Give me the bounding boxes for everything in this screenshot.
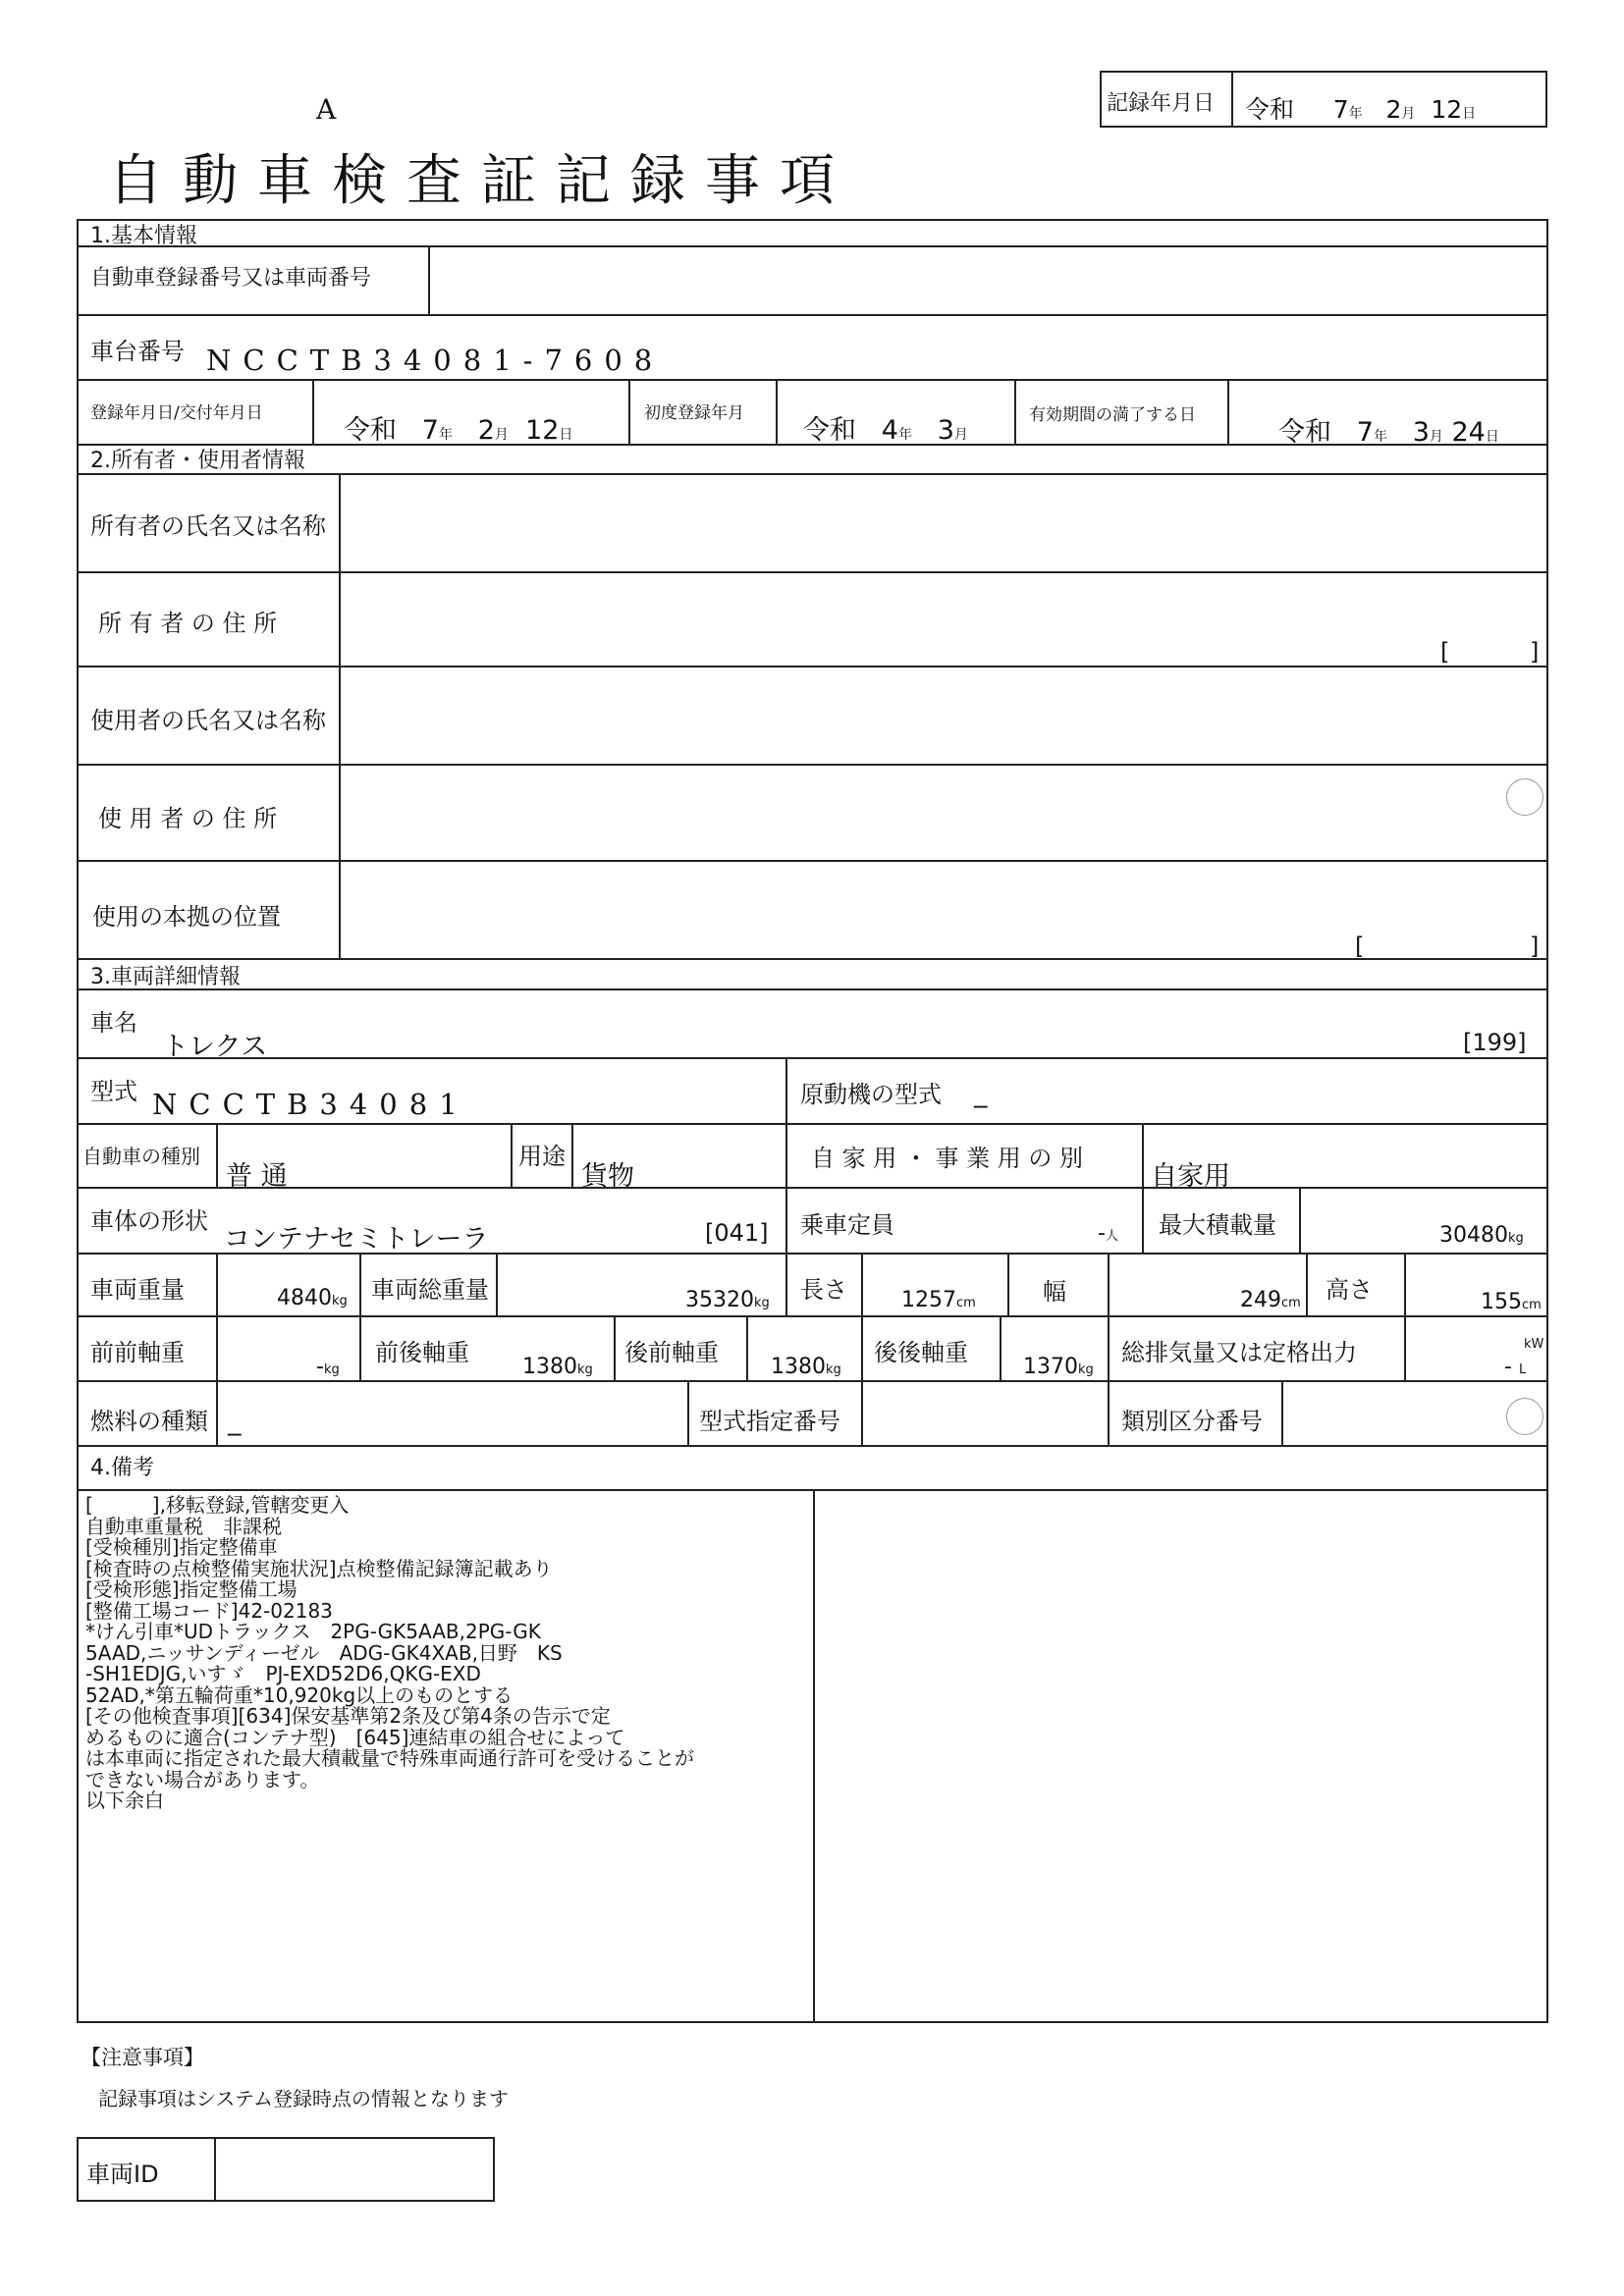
first-reg-value: 令和 4年 3月 <box>803 415 968 446</box>
length-label: 長さ <box>800 1276 847 1304</box>
weight-value: 4840kg <box>277 1286 348 1310</box>
fr-axle-label: 前後軸重 <box>375 1339 469 1366</box>
kind-label: 自動車の種別 <box>82 1145 200 1168</box>
height-label: 高さ <box>1326 1276 1373 1304</box>
expiry-value: 令和 7年 3月 24日 <box>1278 417 1499 448</box>
document-title: 自動車検査証記録事項 <box>108 149 854 213</box>
reg-number-label: 自動車登録番号又は車両番号 <box>90 266 372 291</box>
section-remarks-heading: 4.備考 <box>90 1456 154 1480</box>
expiry-label: 有効期間の満了する日 <box>1029 405 1196 425</box>
notice-title: 【注意事項】 <box>81 2046 204 2069</box>
fuel-label: 燃料の種類 <box>90 1408 208 1435</box>
model-value: NCCTB34081 <box>152 1088 469 1121</box>
chassis-number: NCCTB34081-7608 <box>206 344 665 377</box>
remarks-text: [ ],移転登録,管轄変更入 自動車重量税 非課税 [受検種別]指定整備車 [検査時の点検整備実施状況]点検整備記録簿記載あり [受検形態]指定整備工場 [整備工場コード]42-02183 *けん引車*UDトラックス 2PG-GK5AAB,2PG-GK 5AAD,ニッサンディーゼル ADG-GK4XAB,日野 KS -SH1EDJG,いすゞ PJ-EXD52D6,QKG-EXD 52AD,*第五輪荷重*10,920kg以上のものとする [その他検査事項][634]保安基準第2条及び第4条の告示で定 めるものに適合(コンテナ型) [645]連結車の組合せによって は本車両に指定された最大積載量で特殊車両通行許可を受けることが できない場合があります。 以下余白 <box>85 1493 694 1812</box>
owner-address-label: 所 有 者 の 住 所 <box>98 610 278 637</box>
height-value: 155cm <box>1481 1290 1542 1314</box>
fr-axle-value: 1380kg <box>522 1355 593 1379</box>
base-location-label: 使用の本拠の位置 <box>92 903 281 931</box>
rr-axle-value: 1370kg <box>1023 1355 1094 1379</box>
rr-axle-label: 後後軸重 <box>874 1339 968 1366</box>
record-date-value: 令和 7年 2月 12日 <box>1245 95 1477 124</box>
ff-axle-label: 前前軸重 <box>90 1339 185 1366</box>
base-location-bracket-close: ] <box>1530 933 1540 960</box>
vehicle-id-label: 車両ID <box>86 2161 159 2188</box>
ff-axle-value: -kg <box>316 1355 340 1379</box>
base-location-bracket-open: [ <box>1355 933 1365 960</box>
fuel-value: _ <box>228 1406 242 1436</box>
displacement-value: - L <box>1504 1355 1527 1379</box>
width-label: 幅 <box>1043 1278 1066 1306</box>
model-label: 型式 <box>90 1078 137 1105</box>
use-value: 貨物 <box>581 1161 634 1192</box>
weight-label: 車両重量 <box>90 1276 185 1304</box>
punch-hole-mark-2 <box>1506 1398 1543 1435</box>
user-name-label: 使用者の氏名又は名称 <box>90 707 326 734</box>
section-vehicle-heading: 3.車両詳細情報 <box>90 965 241 989</box>
width-value: 249cm <box>1240 1288 1301 1312</box>
engine-model-label: 原動機の型式 <box>800 1081 942 1108</box>
kind-value: 普 通 <box>226 1161 288 1192</box>
punch-hole-mark <box>1506 778 1543 816</box>
user-address-label: 使 用 者 の 住 所 <box>98 805 278 832</box>
type-designation-label: 型式指定番号 <box>699 1408 840 1435</box>
length-value: 1257cm <box>901 1288 976 1312</box>
owner-name-label: 所有者の氏名又は名称 <box>90 512 326 540</box>
engine-model-value: _ <box>974 1078 988 1108</box>
vehicle-name: トレクス <box>162 1032 268 1062</box>
form-mark: A <box>316 93 337 126</box>
private-business-value: 自家用 <box>1151 1161 1230 1192</box>
owner-address-bracket-open: [ <box>1440 638 1450 666</box>
displacement-label: 総排気量又は定格出力 <box>1121 1339 1357 1366</box>
section-owner-heading: 2.所有者・使用者情報 <box>90 449 305 473</box>
max-load-value: 30480kg <box>1439 1223 1524 1248</box>
category-label: 類別区分番号 <box>1121 1408 1263 1435</box>
body-shape-value: コンテナセミトレーラ <box>224 1224 489 1255</box>
section-basic-heading: 1.基本情報 <box>90 224 197 248</box>
rf-axle-label: 後前軸重 <box>624 1339 719 1366</box>
body-shape-label: 車体の形状 <box>90 1207 208 1235</box>
max-load-label: 最大積載量 <box>1159 1211 1276 1239</box>
rf-axle-value: 1380kg <box>771 1355 841 1379</box>
capacity-label: 乗車定員 <box>800 1211 894 1239</box>
reg-date-value: 令和 7年 2月 12日 <box>344 415 573 446</box>
capacity-value: -人 <box>1098 1221 1118 1246</box>
chassis-label: 車台番号 <box>90 338 185 365</box>
use-label: 用途 <box>518 1143 566 1170</box>
first-reg-label: 初度登録年月 <box>644 403 744 423</box>
displacement-unit-kw: kW <box>1524 1337 1544 1352</box>
body-shape-code: [041] <box>705 1219 769 1247</box>
vehicle-name-label: 車名 <box>90 1009 137 1037</box>
reg-date-label: 登録年月日/交付年月日 <box>90 403 263 423</box>
notice-text: 記録事項はシステム登録時点の情報となります <box>98 2087 509 2110</box>
vehicle-name-code: [199] <box>1463 1029 1527 1056</box>
private-business-label: 自 家 用 ・ 事 業 用 の 別 <box>811 1145 1084 1172</box>
gross-weight-label: 車両総重量 <box>371 1276 489 1304</box>
owner-address-bracket-close: ] <box>1530 638 1540 666</box>
record-date-label: 記録年月日 <box>1107 91 1216 116</box>
gross-weight-value: 35320kg <box>685 1288 770 1312</box>
